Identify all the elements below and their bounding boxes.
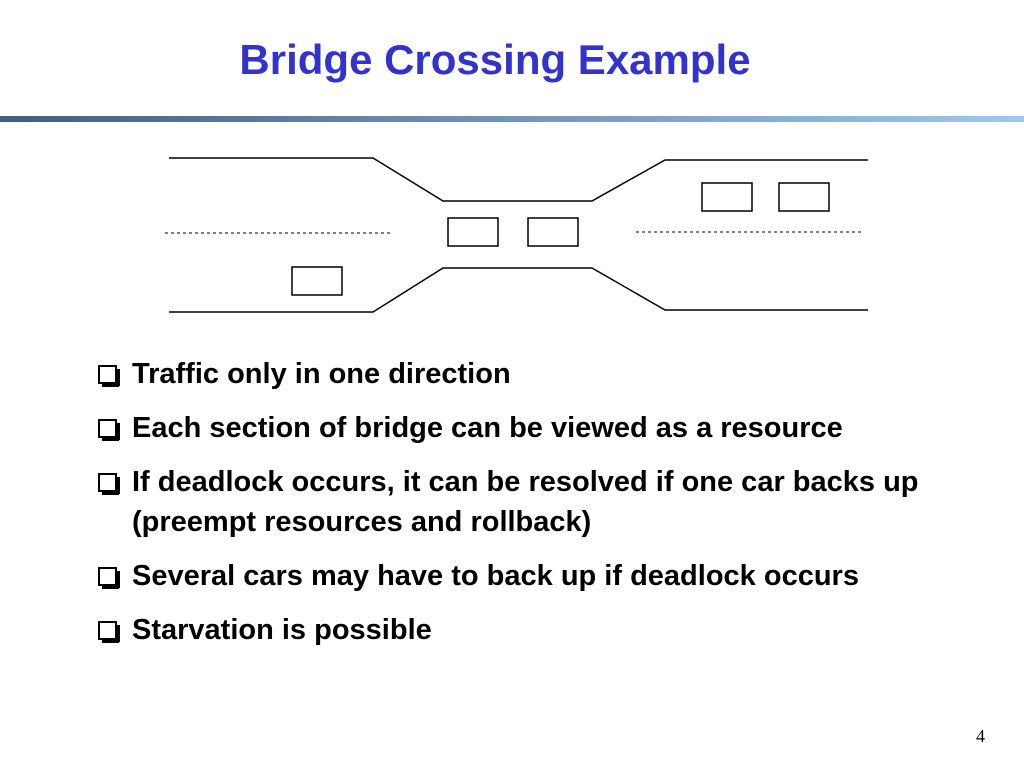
checkbox-bullet-icon <box>98 473 117 492</box>
checkbox-bullet-icon <box>98 419 117 438</box>
page-number: 4 <box>976 726 985 746</box>
car-right-lane-2 <box>779 183 829 211</box>
road-top-edge <box>169 158 868 201</box>
bullet-text: Traffic only in one direction <box>132 358 511 390</box>
bullet-item <box>96 354 956 394</box>
checkbox-bullet-icon <box>98 567 117 586</box>
checkbox-bullet-icon <box>98 621 117 640</box>
bullet-list <box>96 354 956 664</box>
bullet-item <box>96 462 956 542</box>
car-bridge-2 <box>528 218 578 246</box>
bullet-text: Starvation is possible <box>132 614 432 646</box>
bullet-item <box>96 556 956 596</box>
page-title: Bridge Crossing Example <box>239 36 751 83</box>
title-divider <box>0 116 1024 122</box>
checkbox-bullet-icon <box>98 365 117 384</box>
bullet-text: Several cars may have to back up if deadlock occurs <box>132 560 859 592</box>
road-bottom-edge <box>169 268 868 312</box>
bullet-item <box>96 610 956 650</box>
bullet-item <box>96 408 956 448</box>
car-left-lane <box>292 267 342 295</box>
bullet-text: If deadlock occurs, it can be resolved if one car backs up (preempt resources and rollback) <box>132 466 919 538</box>
bridge-diagram <box>0 140 1024 330</box>
car-right-lane-1 <box>702 183 752 211</box>
car-bridge-1 <box>448 218 498 246</box>
bullet-text: Each section of bridge can be viewed as a resource <box>132 412 843 444</box>
